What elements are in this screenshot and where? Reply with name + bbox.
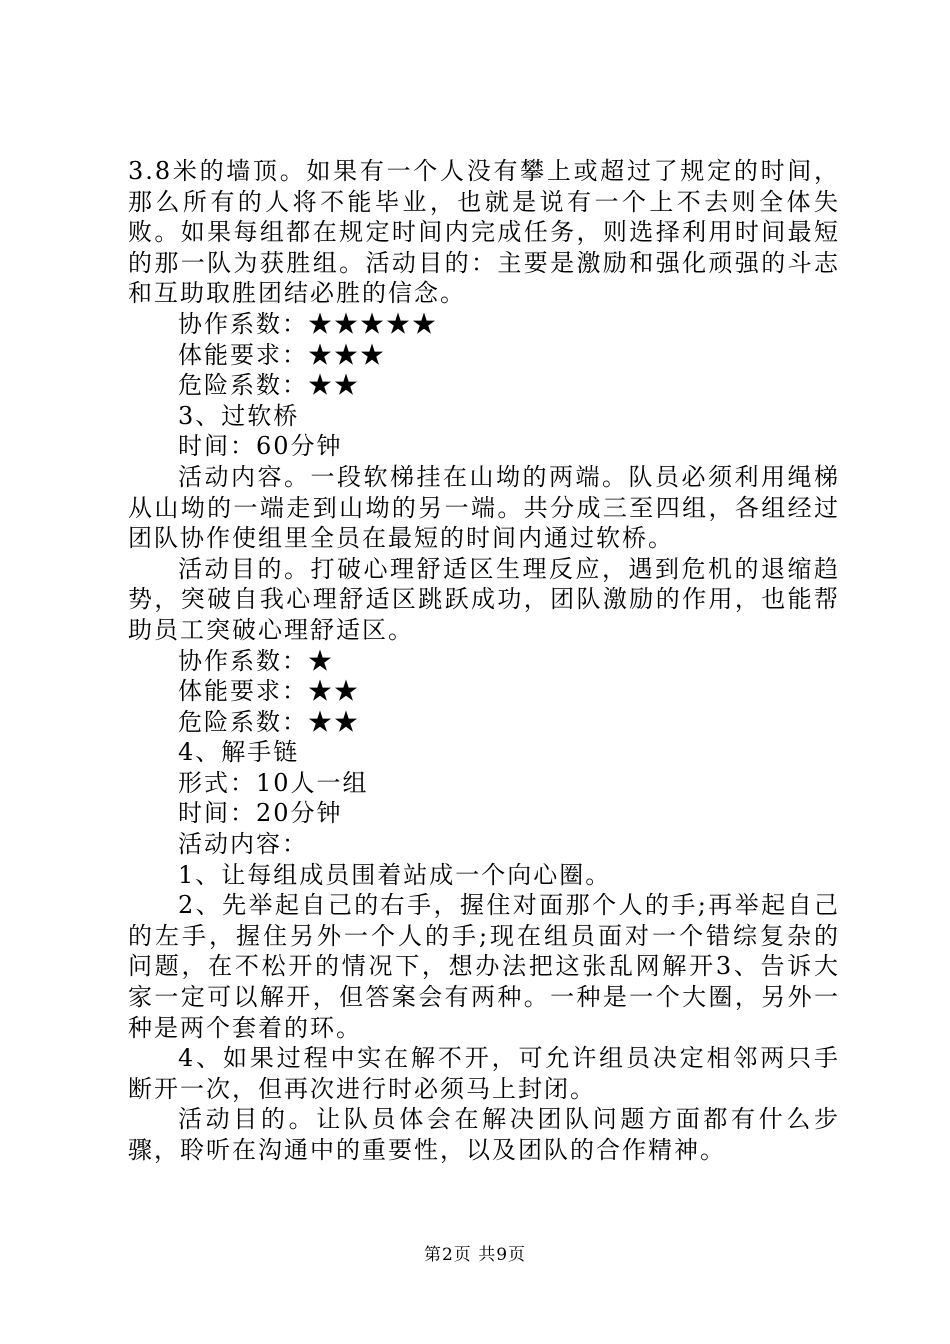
paragraph-10: 体能要求：★★ xyxy=(178,677,360,706)
paragraph-11: 危险系数：★★ xyxy=(178,707,360,736)
paragraph-7: 活动内容。一段软梯挂在山坳的两端。队员必须利用绳梯从山坳的一端走到山坳的另一端。共分成三至四组，各组经过团队协作使组里全员在最短的时间内通过软桥。 xyxy=(128,462,840,553)
paragraph-13: 形式：10人一组 xyxy=(178,768,369,797)
paragraph-19: 活动目的。让队员体会在解决团队问题方面都有什么步骤，聆听在沟通中的重要性，以及团队的合作精神。 xyxy=(128,1105,840,1164)
paragraph-4: 危险系数：★★ xyxy=(178,371,360,400)
paragraph-6: 时间：60分钟 xyxy=(178,432,343,461)
paragraph-18: 4、如果过程中实在解不开，可允许组员决定相邻两只手断开一次，但再次进行时必须马上封闭。 xyxy=(128,1044,840,1103)
paragraph-14: 时间：20分钟 xyxy=(178,799,343,828)
paragraph-15: 活动内容： xyxy=(178,830,308,859)
paragraph-17: 2、先举起自己的右手，握住对面那个人的手;再举起自己的左手，握住另外一个人的手;现在组员面对一个错综复杂的问题，在不松开的情况下，想办法把这张乱网解开3、告诉大家一定可以解开，但答案会有两种。一种是一个大圈，另外一种是两个套着的环。 xyxy=(128,891,840,1042)
paragraph-5: 3、过软桥 xyxy=(178,401,300,430)
paragraph-16: 1、让每组成员围着站成一个向心圈。 xyxy=(178,860,612,889)
paragraph-9: 协作系数：★ xyxy=(178,646,334,675)
page-footer: 第2页 共9页 xyxy=(423,1245,527,1265)
document-body xyxy=(128,156,840,1166)
paragraph-1: 3.8米的墙顶。如果有一个人没有攀上或超过了规定的时间，那么所有的人将不能毕业，也就是说有一个上不去则全体失败。如果每组都在规定时间内完成任务，则选择利用时间最短的那一队为获胜组。活动目的：主要是激励和强化顽强的斗志和互助取胜团结必胜的信念。 xyxy=(128,157,840,308)
paragraph-2: 协作系数：★★★★★ xyxy=(178,309,438,338)
paragraph-8: 活动目的。打破心理舒适区生理反应，遇到危机的退缩趋势，突破自我心理舒适区跳跃成功，团队激励的作用，也能帮助员工突破心理舒适区。 xyxy=(128,554,840,644)
paragraph-3: 体能要求：★★★ xyxy=(178,340,386,369)
paragraph-12: 4、解手链 xyxy=(178,738,300,767)
